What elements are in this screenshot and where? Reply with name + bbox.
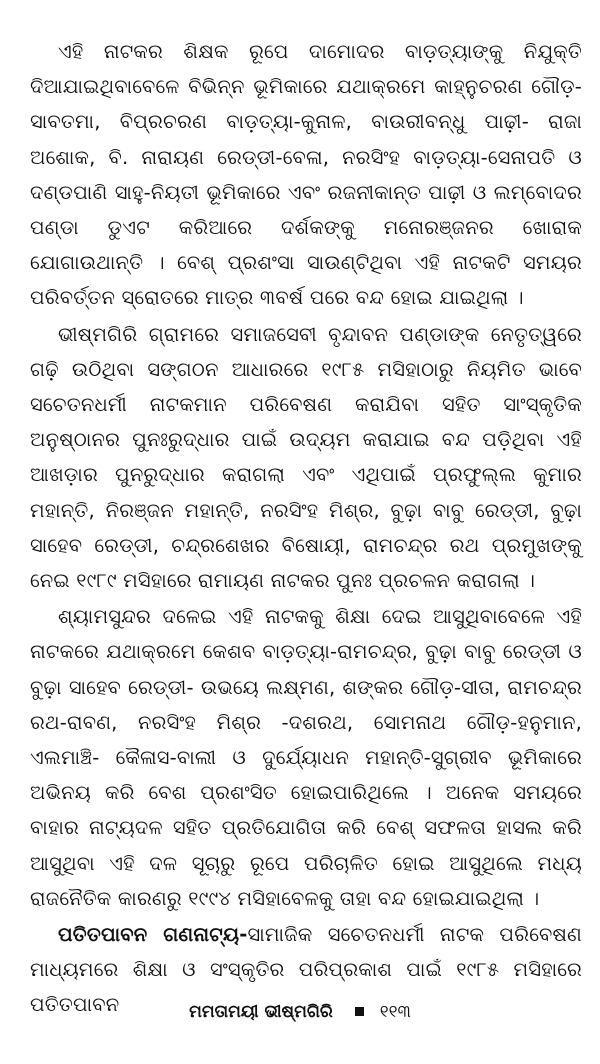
paragraph: ଶ୍ୟାମସୁନ୍ଦର ଦଳେଇ ଏହି ନାଟକକୁ ଶିକ୍ଷା ଦେଇ ଆସୁଥିବାବେଳେ ଏହି ନାଟକରେ ଯଥାକ୍ରମେ କେଶବ ବାଡ଼ତ୍ୟା-ରାମଚନ୍ଦ୍ର, ବୁଢ଼ା ବାବୁ ରେଡ୍ଡୀ ଓ ବୁଢ଼ା ସାହେବ ରେଡ୍ଡୀ- ଉଭୟେ ଲକ୍ଷ୍ମଣ, ଶଙ୍କର ଗୌଡ଼-ସୀତା, ରାମଚନ୍ଦ୍ର ରଥ-ରାବଣ, ନରସିଂହ ମିଶ୍ର -ଦଶରଥ, ସୋମନାଥ ଗୌଡ଼-ହନୁମାନ, ଏଲମାଞ୍ଚି- କୈଳାସ-ବାଲୀ ଓ ଦୁର୍ଯ୍ୟୋଧନ ମହାନ୍ତି-ସୁଗ୍ରୀବ ଭୂମିକାରେ ଅଭିନୟ କରି ବେଶ ପ୍ରଶଂସିତ ହୋଇପାରିଥିଲେ । ଅନେକ ସମୟରେ ବାହାର ନାଟ୍ୟଦଳ ସହିତ ପ୍ରତିଯୋଗିତା କରି ବେଶ୍ ସଫଳତା ହାସଲ କରି ଆସୁଥିବା ଏହି ଦଳ ସୂଚାରୁ ରୂପେ ପରିଚାଳିତ ହୋଇ ଆସୁଥିଲେ ମଧ୍ୟ ରାଜନୈତିକ କାରଣରୁ ୧୯୯୪ ମସିହାବେଳକୁ ତାହା ବନ୍ଦ ହୋଇଯାଇଥିଲା । bbox=[30, 605, 582, 910]
page-number: ୧୧୩ bbox=[379, 1002, 411, 1022]
running-title: ମମତାମୟୀ ଭୀଷ୍ମଗିରି bbox=[189, 1002, 333, 1022]
body-text bbox=[30, 34, 582, 1024]
square-bullet-icon bbox=[355, 1007, 364, 1016]
paragraph: ଏହି ନାଟକର ଶିକ୍ଷକ ରୂପେ ଦାମୋଦର ବାଡ଼ତ୍ୟାଙ୍କୁ ନିଯୁକ୍ତି ଦିଆଯାଇଥିବାବେଳେ ବିଭିନ୍ନ ଭୂମିକାରେ ଯଥାକ୍ରମେ କାହ୍ନୁଚରଣ ଗୌଡ଼-ସାବତମା, ବିପ୍ରଚରଣ ବାଡ଼ତ୍ୟା-କୁନାଳ, ବାଉରୀବନ୍ଧୁ ପାଢ଼ୀ- ରାଜା ଅଶୋକ, ବି. ନାରାୟଣ ରେଡ୍ଡୀ-ବେଳା, ନରସିଂହ ବାଡ଼ତ୍ୟା-ସେନାପତି ଓ ଦଣ୍ଡପାଣି ସାହୁ-ନିୟତୀ ଭୂମିକାରେ ଏବଂ ରଜନୀକାନ୍ତ ପାଢ଼ୀ ଓ ଲମ୍ବୋଦର ପଣ୍ଡା ଡୁଏଟ କରିଆରେ ଦର୍ଶକଙ୍କୁ ମନୋରଞ୍ଜନର ଖୋରାକ ଯୋଗାଉଥାନ୍ତି । ବେଶ୍ ପ୍ରଶଂସା ସାଉଣ୍ଟିଥିବା ଏହି ନାଟକଟି ସମୟର ପରିବର୍ତ୍ତନ ସ୍ରୋତରେ ମାତ୍ର ୩ବର୍ଷ ପରେ ବନ୍ଦ ହୋଇ ଯାଇଥିଲା । bbox=[30, 40, 582, 310]
paragraph-lead-heading: ପତିତପାବନ ଗଣନାଟ୍ୟ- bbox=[58, 923, 248, 947]
paragraph: ଭୀଷ୍ମଗିରି ଗ୍ରାମରେ ସମାଜସେବୀ ବୃନ୍ଦାବନ ପଣ୍ଡାଙ୍କ ନେତୃତ୍ୱରେ ଗଢ଼ି ଉଠିଥିବା ସଙ୍ଗଠନ ଆଧାରରେ ୧୯୮୫ ମସିହାଠାରୁ ନିୟମିତ ଭାବେ ସଚେତନଧର୍ମୀ ନାଟକମାନ ପରିବେଷଣ କରାଯିବା ସହିତ ସାଂସ୍କୃତିକ ଅନୁଷ୍ଠାନର ପୁନଃରୁଦ୍ଧାର ପାଇଁ ଉଦ୍ୟମ କରାଯାଇ ବନ୍ଦ ପଡ଼ିଥିବା ଏହି ଆଖଡ଼ାର ପୁନରୁଦ୍ଧାର କରାଗଲା ଏବଂ ଏଥିପାଇଁ ପ୍ରଫୁଲ୍ଲ କୁମାର ମହାନ୍ତି, ନିରଞ୍ଜନ ମହାନ୍ତି, ନରସିଂହ ମିଶ୍ର, ବୁଢ଼ା ବାବୁ ରେଡ୍ଡୀ, ବୁଢ଼ା ସାହେବ ରେଡ୍ଡୀ, ଚନ୍ଦ୍ରଶେଖର ବିଷୋୟୀ, ରାମଚନ୍ଦ୍ର ରଥ ପ୍ରମୁଖଙ୍କୁ ନେଇ ୧୯୮୯ ମସିହାରେ ରାମାୟଣ ନାଟକର ପୁନଃ ପ୍ରଚଳନ କରାଗଲା । bbox=[30, 322, 582, 593]
paragraph-text: ସାମାଜିକ ସଚେତନଧର୍ମୀ ନାଟକ ପରିବେଷଣ ମାଧ୍ୟମରେ ଶିକ୍ଷା ଓ ସଂସ୍କୃତିର ପରିପ୍ରକାଶ ପାଇଁ ୧୯୮୫ ମସିହାରେ ପତିତପାବନ bbox=[30, 923, 582, 1017]
page-footer bbox=[0, 1002, 600, 1022]
